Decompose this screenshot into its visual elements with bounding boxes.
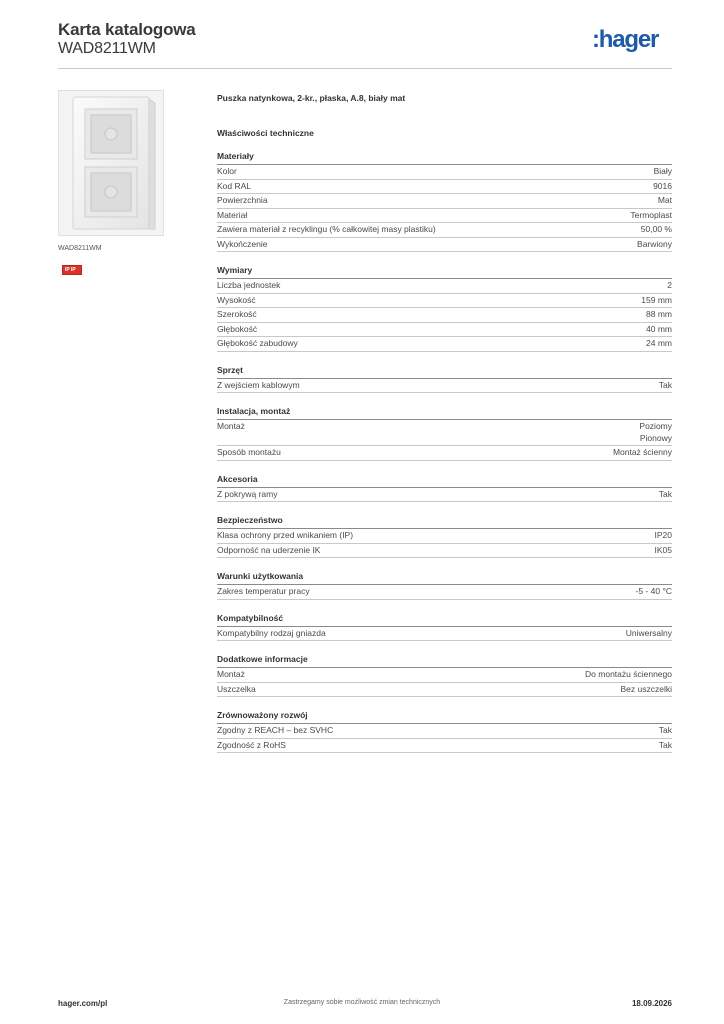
spec-group [217, 365, 672, 394]
spec-value-line: 40 mm [646, 323, 672, 334]
product-description: Puszka natynkowa, 2-kr., płaska, A.8, biały mat [217, 93, 406, 103]
spec-value [654, 166, 672, 178]
spec-label: Szerokość [217, 309, 257, 319]
spec-label: Liczba jednostek [217, 280, 281, 290]
spec-value-line: IP20 [654, 530, 672, 540]
spec-label: Kolor [217, 166, 237, 176]
spec-group [217, 474, 672, 503]
spec-value [655, 530, 673, 542]
spec-label: Zgodność z RoHS [217, 739, 286, 750]
spec-label: Odporność na uderzenie IK [217, 544, 321, 555]
technical-properties-title: Właściwości techniczne [217, 128, 314, 138]
spec-label: Kod RAL [217, 180, 252, 191]
spec-value-line: IK05 [654, 544, 672, 555]
spec-label: Montaż [217, 669, 245, 679]
spec-row [217, 294, 672, 309]
spec-row [217, 683, 672, 698]
product-code-heading: WAD8211WM [58, 40, 156, 57]
spec-value-line: Biały [653, 166, 672, 176]
spec-group-title: Kompatybilność [217, 613, 672, 627]
spec-row [217, 446, 672, 461]
header-divider [58, 68, 672, 69]
spec-label: Materiał [217, 209, 248, 220]
spec-value [646, 324, 672, 336]
spec-label: Głębokość [217, 323, 258, 334]
spec-value-line: Mat [657, 195, 672, 205]
spec-row [217, 627, 672, 642]
spec-group-title: Sprzęt [217, 365, 672, 379]
spec-value [646, 338, 672, 350]
spec-value-line: 24 mm [646, 338, 672, 348]
spec-row [217, 585, 672, 600]
spec-group-title: Wymiary [217, 265, 672, 279]
spec-label: Powierzchnia [217, 195, 268, 205]
spec-value [636, 586, 672, 598]
spec-row [217, 337, 672, 352]
spec-row [217, 724, 672, 739]
spec-value-line: 2 [667, 280, 672, 290]
spec-value [637, 239, 672, 251]
spec-group-title: Materiały [217, 151, 672, 165]
ip-badge-text: IP IP [65, 267, 76, 273]
spec-row [217, 668, 672, 683]
spec-row [217, 739, 672, 754]
spec-value-line: Tak [658, 379, 672, 390]
spec-value-line: Poziomy [639, 421, 672, 431]
spec-group-title: Akcesoria [217, 474, 672, 488]
footer-date: 18.09.2026 [631, 999, 672, 1008]
spec-value-line: Pionowy [639, 432, 672, 443]
spec-group [217, 265, 672, 352]
spec-group-title: Dodatkowe informacje [217, 654, 672, 668]
spec-value [658, 195, 672, 207]
spec-row [217, 308, 672, 323]
spec-group-title: Bezpieczeństwo [217, 515, 672, 529]
spec-group-title: Instalacja, montaż [217, 406, 672, 420]
spec-value-line: 50,00 % [640, 224, 672, 234]
spec-label: Sposób montażu [217, 447, 281, 457]
spec-group-title: Warunki użytkowania [217, 571, 672, 585]
spec-value-line: Termoplast [630, 209, 672, 220]
spec-label: Wykończenie [217, 238, 268, 249]
spec-row [217, 209, 672, 224]
spec-row [217, 379, 672, 394]
page-title: Karta katalogowa [58, 20, 196, 39]
spec-value-line: 9016 [653, 180, 672, 191]
spec-label: Zawiera materiał z recyklingu (% całkowitej masy plastiku) [217, 224, 436, 234]
spec-content [217, 93, 672, 766]
spec-row [217, 420, 672, 446]
spec-value [659, 380, 672, 392]
ip-rating-badge [62, 265, 82, 275]
spec-row [217, 279, 672, 294]
spec-value-line: Tak [658, 725, 672, 735]
spec-value [653, 181, 672, 193]
spec-label: Wysokość [217, 294, 256, 305]
spec-group [217, 406, 672, 461]
spec-value-line: -5 - 40 °C [635, 586, 672, 596]
spec-value [626, 628, 672, 640]
spec-value [667, 280, 672, 292]
spec-row [217, 194, 672, 209]
spec-value [585, 669, 672, 681]
spec-row [217, 238, 672, 253]
spec-value [646, 309, 672, 321]
spec-value-line: 159 mm [641, 294, 672, 305]
logo-text: :hager [592, 26, 659, 53]
spec-label: Z pokrywą ramy [217, 488, 278, 499]
spec-label: Uszczelka [217, 683, 256, 694]
spec-group-title: Zrównoważony rozwój [217, 710, 672, 724]
spec-value [630, 210, 672, 222]
spec-groups [217, 151, 672, 753]
spec-row [217, 165, 672, 180]
spec-row [217, 544, 672, 559]
spec-label: Montaż [217, 421, 245, 431]
spec-value-line: 88 mm [646, 309, 672, 319]
spec-row [217, 323, 672, 338]
spec-value-line: Bez uszczelki [620, 683, 672, 694]
spec-label: Klasa ochrony przed wnikaniem (IP) [217, 530, 354, 540]
spec-value-line: Tak [658, 488, 672, 499]
footer-website[interactable]: hager.com/pl [58, 999, 108, 1008]
spec-value [659, 489, 672, 501]
hager-logo [592, 28, 658, 52]
spec-value [639, 421, 672, 444]
spec-label: Głębokość zabudowy [217, 338, 298, 348]
spec-value-line: Uniwersalny [625, 627, 672, 638]
spec-value [659, 725, 672, 737]
footer-disclaimer: Zastrzegamy sobie możliwość zmian technicznych [283, 999, 441, 1006]
spec-row [217, 529, 672, 544]
spec-group [217, 151, 672, 252]
spec-value-line: Do montażu ściennego [585, 669, 672, 679]
spec-group [217, 613, 672, 642]
spec-label: Z wejściem kablowym [217, 379, 300, 390]
spec-group [217, 571, 672, 600]
spec-value [655, 545, 673, 557]
spec-group [217, 710, 672, 753]
spec-value [613, 447, 672, 459]
spec-value-line: Barwiony [637, 238, 672, 249]
spec-value [641, 295, 672, 307]
spec-row [217, 223, 672, 238]
spec-group [217, 515, 672, 558]
spec-value [621, 684, 673, 696]
spec-value-line: Montaż ścienny [612, 447, 672, 457]
spec-row [217, 488, 672, 503]
spec-value [659, 740, 672, 752]
spec-label: Zgodny z REACH – bez SVHC [217, 725, 334, 735]
product-code-caption: WAD8211WM [58, 245, 102, 252]
spec-group [217, 654, 672, 697]
product-image [58, 90, 164, 236]
spec-value [641, 224, 672, 236]
spec-value-line: Tak [658, 739, 672, 750]
surface-box-double-icon [59, 91, 163, 235]
spec-row [217, 180, 672, 195]
spec-label: Kompatybilny rodzaj gniazda [217, 627, 326, 638]
spec-label: Zakres temperatur pracy [217, 586, 310, 596]
